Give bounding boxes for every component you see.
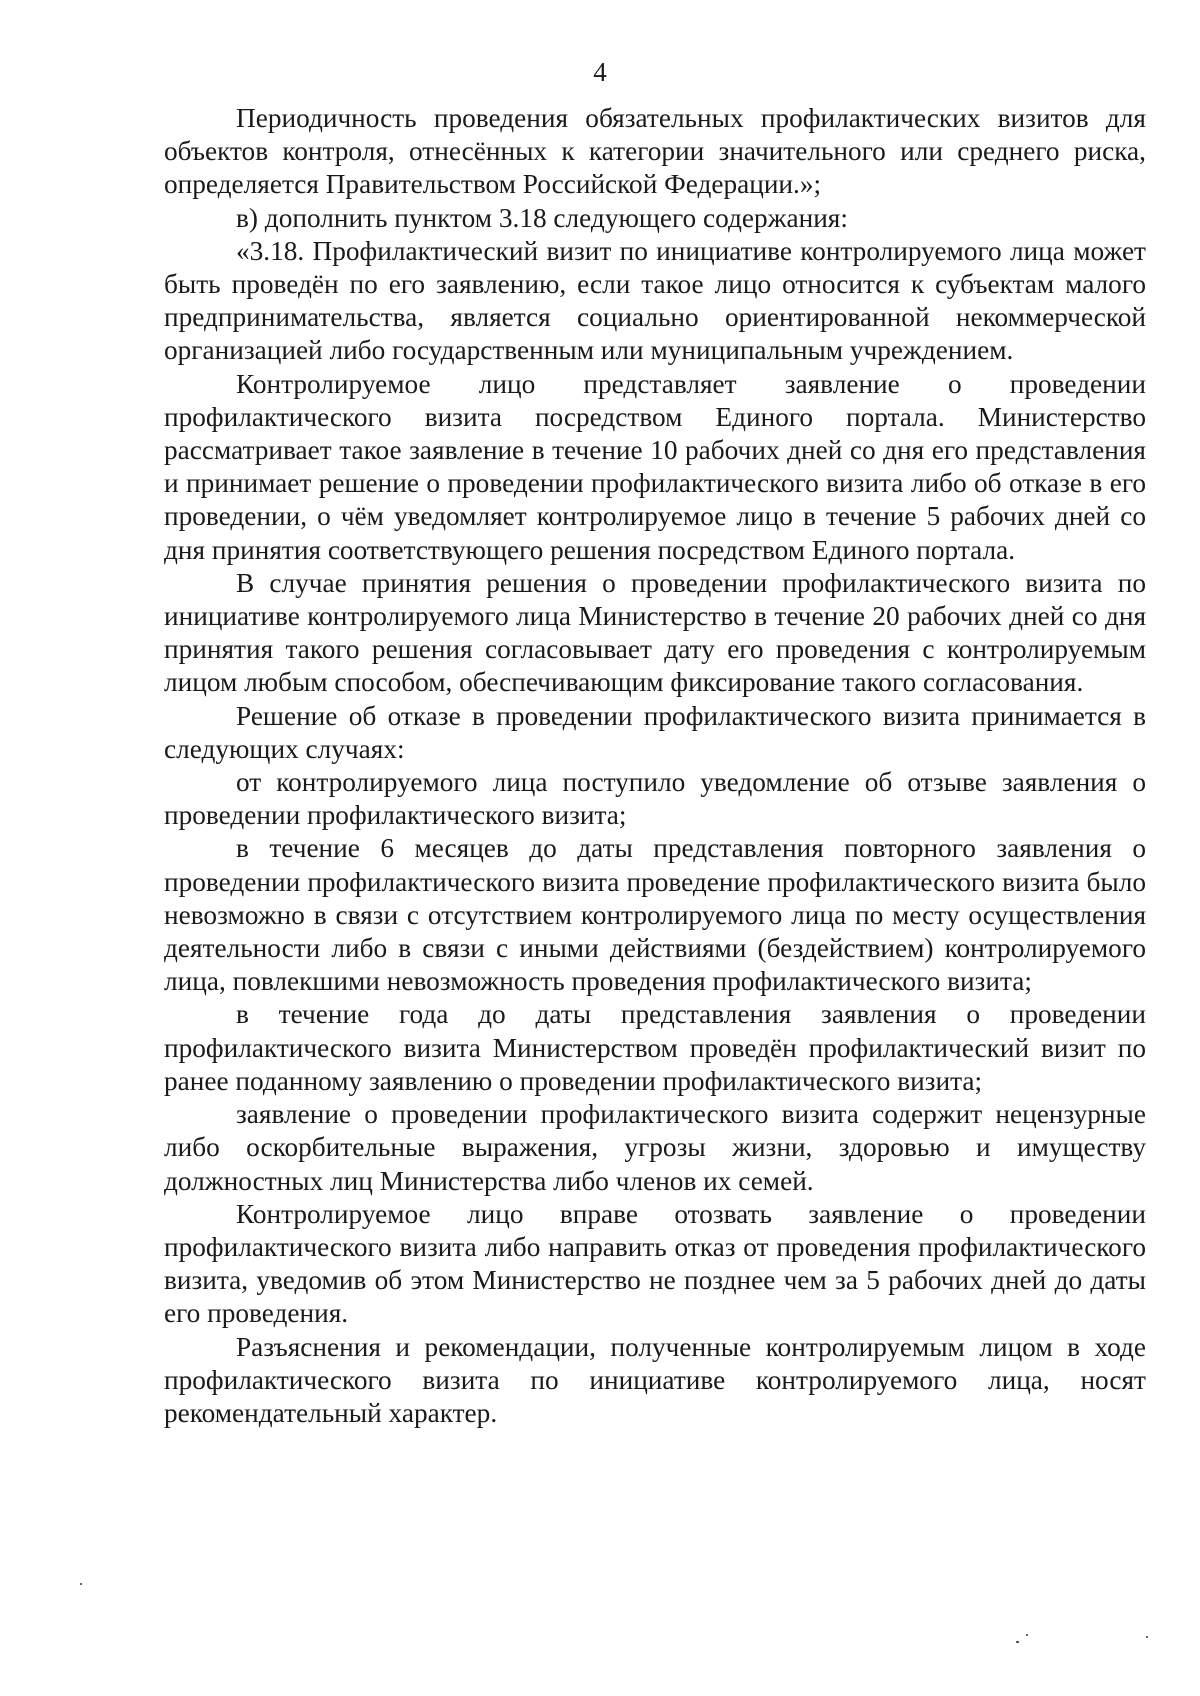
scan-speck — [1016, 1641, 1019, 1643]
paragraph: заявление о проведении профилактического визита содержит нецензурные либо оскорбительные выражения, угрозы жизни, здоровью и имуществу должностных лиц Министерства либо членов их семей. — [164, 1099, 1146, 1196]
paragraph: в течение 6 месяцев до даты представления повторного заявления о проведении профилактического визита проведение профилактического визита было невозможно в связи с отсутствием контролируемого лица по месту осуществления деятельности либо в связи с иными действиями (бездействием) контролируемого лица, повлекшими невозможность проведения профилактического визита; — [164, 833, 1146, 997]
paragraph: Периодичность проведения обязательных профилактических визитов для объектов контроля, отнесённых к категории значительного или среднего риска, определяется Правительством Российской Федерации.»; — [164, 103, 1146, 200]
paragraph: Контролируемое лицо вправе отозвать заявление о проведении профилактического визита либо направить отказ от проведения профилактического визита, уведомив об этом Министерство не позднее чем за 5 рабочих дней до даты его проведения. — [164, 1198, 1146, 1329]
document-body — [164, 102, 1146, 1430]
paragraph: в) дополнить пунктом 3.18 следующего содержания: — [236, 202, 848, 233]
paragraph: Контролируемое лицо представляет заявление о проведении профилактического визита посредством Единого портала. Министерство рассматривает такое заявление в течение 10 рабочих дней со дня его представления и принимает решение о проведении профилактического визита либо об отказе в его проведении, о чём уведомляет контролируемое лицо в течение 5 рабочих дней со дня принятия соответствующего решения посредством Единого портала. — [164, 368, 1146, 565]
page-number: 4 — [593, 57, 607, 87]
paragraph: Разъяснения и рекомендации, полученные контролируемым лицом в ходе профилактического визита по инициативе контролируемого лица, носят рекомендательный характер. — [164, 1331, 1146, 1428]
scan-speck — [1026, 1634, 1028, 1636]
paragraph: Решение об отказе в проведении профилактического визита принимается в следующих случаях: — [164, 700, 1146, 764]
scan-speck — [1146, 1636, 1148, 1638]
scan-speck — [80, 1583, 82, 1585]
paragraph: от контролируемого лица поступило уведомление об отзыве заявления о проведении профилактического визита; — [164, 767, 1146, 831]
paragraph: В случае принятия решения о проведении профилактического визита по инициативе контролируемого лица Министерство в течение 20 рабочих дней со дня принятия такого решения согласовывает дату его проведения с контролируемым лицом любым способом, обеспечивающим фиксирование такого согласования. — [164, 567, 1146, 698]
paragraph: в течение года до даты представления заявления о проведении профилактического визита Министерством проведён профилактический визит по ранее поданному заявлению о проведении профилактического визита; — [164, 999, 1146, 1096]
paragraph: «3.18. Профилактический визит по инициативе контролируемого лица может быть проведён по его заявлению, если такое лицо относится к субъектам малого предпринимательства, является социально ориентированной некоммерческой организацией либо государственным или муниципальным учреждением. — [164, 235, 1146, 366]
